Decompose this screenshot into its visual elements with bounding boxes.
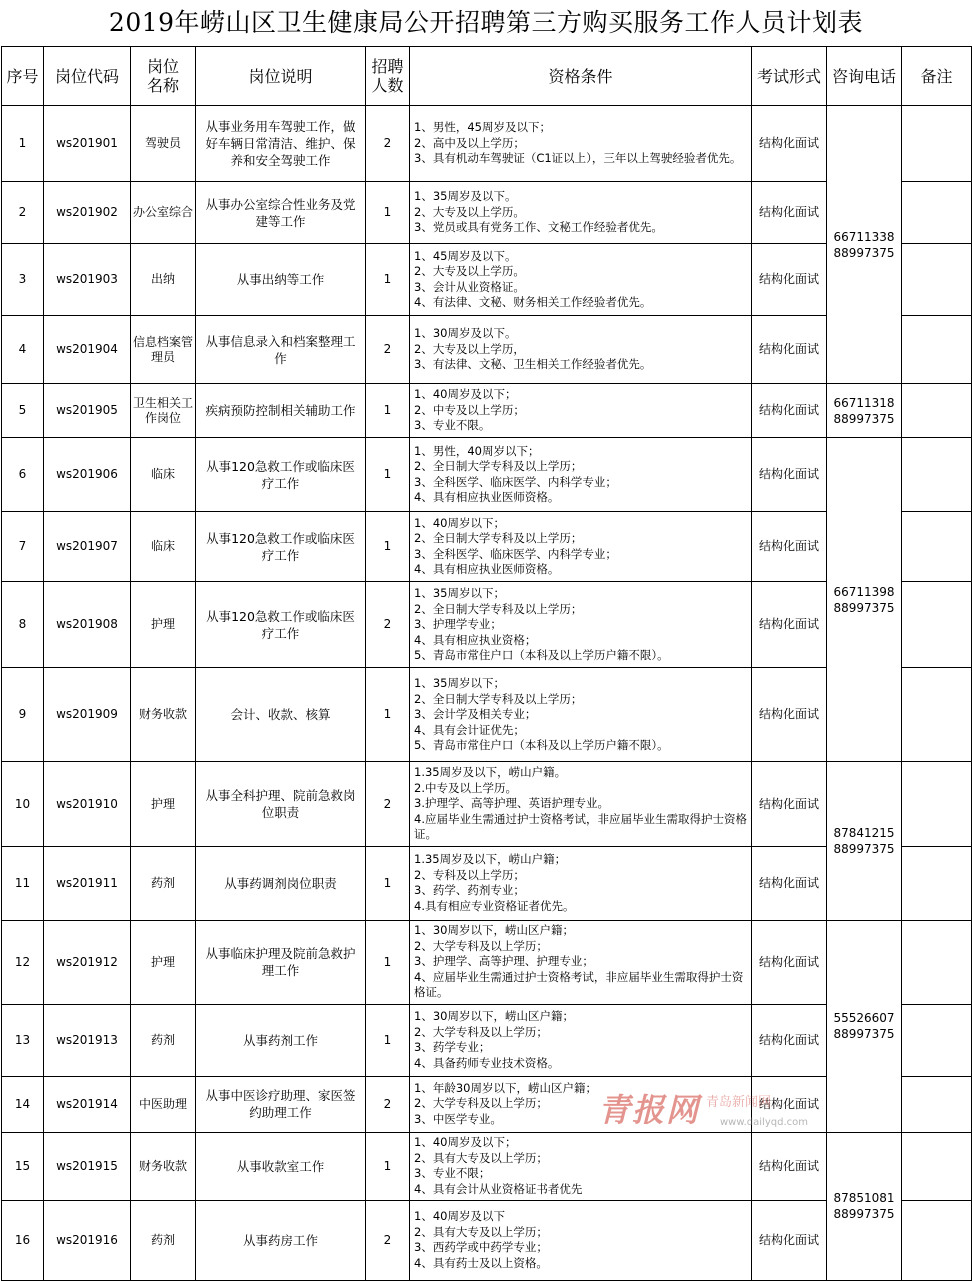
header-name-line2: 名称 [146, 76, 179, 95]
cell-note [902, 182, 972, 244]
cell-code: ws201905 [44, 384, 131, 438]
cell-name: 护理 [131, 582, 196, 668]
table-row [2, 106, 972, 182]
cell-code: ws201901 [44, 106, 131, 182]
table-row [2, 1076, 972, 1132]
qual-line: 1、30周岁以下，崂山区户籍； [414, 1009, 574, 1024]
qual-line: 4、具备药师专业技术资格。 [414, 1055, 560, 1070]
qual-line: 4、具有相应执业资格； [414, 632, 537, 647]
qual-line: 1、40周岁及以下 [414, 1209, 505, 1224]
cell-seq: 8 [2, 582, 44, 668]
cell-count: 1 [366, 1132, 410, 1200]
cell-note [902, 1076, 972, 1132]
cell-qual [410, 512, 752, 582]
cell-qual [410, 1004, 752, 1076]
cell-desc: 从事全科护理、院前急救岗位职责 [196, 762, 366, 846]
cell-count: 1 [366, 668, 410, 762]
cell-qual [410, 846, 752, 920]
table-row [2, 1200, 972, 1280]
cell-exam: 结构化面试 [752, 762, 827, 846]
header-name [131, 47, 196, 106]
cell-desc: 从事药房工作 [196, 1200, 366, 1280]
qual-line: 4、有法律、文秘、财务相关工作经验者优先。 [414, 295, 652, 310]
cell-qual [410, 438, 752, 512]
cell-exam: 结构化面试 [752, 846, 827, 920]
qual-line: 3、护理学、高等护理、护理专业； [414, 954, 594, 969]
qual-line: 2、全日制大学专科及以上学历； [414, 459, 583, 474]
cell-desc: 从事信息录入和档案整理工作 [196, 316, 366, 384]
header-phone: 咨询电话 [827, 47, 902, 106]
table-row [2, 182, 972, 244]
phone-number: 88997375 [833, 1207, 895, 1222]
cell-desc: 从事中医诊疗助理、家医签约助理工作 [196, 1076, 366, 1132]
recruitment-table [1, 46, 972, 1281]
phone-number: 88997375 [833, 1027, 895, 1042]
cell-count: 2 [366, 762, 410, 846]
cell-desc: 会计、收款、核算 [196, 668, 366, 762]
cell-name: 信息档案管理员 [131, 316, 196, 384]
cell-phone [827, 384, 902, 438]
header-row [2, 47, 972, 106]
watermark-main: 青报网 [598, 1091, 701, 1129]
cell-note [902, 1004, 972, 1076]
header-qual: 资格条件 [410, 47, 752, 106]
cell-name: 出纳 [131, 244, 196, 316]
qual-line: 1.35周岁及以下，崂山户籍。 [414, 765, 567, 780]
cell-exam: 结构化面试 [752, 316, 827, 384]
cell-name: 中医助理 [131, 1076, 196, 1132]
cell-qual [410, 1076, 752, 1132]
cell-count: 1 [366, 1004, 410, 1076]
qual-line: 4、具有相应执业医师资格。 [414, 490, 560, 505]
cell-phone [827, 920, 902, 1132]
table-row [2, 512, 972, 582]
cell-code: ws201910 [44, 762, 131, 846]
cell-count: 2 [366, 1076, 410, 1132]
cell-count: 1 [366, 438, 410, 512]
qual-line: 2、全日制大学专科及以上学历； [414, 531, 583, 546]
cell-exam: 结构化面试 [752, 438, 827, 512]
qual-line: 3、药学专业； [414, 1040, 491, 1055]
qual-line: 2、大学专科及以上学历； [414, 1096, 548, 1111]
cell-desc: 从事药调剂岗位职责 [196, 846, 366, 920]
cell-desc: 从事办公室综合性业务及党建等工作 [196, 182, 366, 244]
cell-qual [410, 244, 752, 316]
cell-count: 2 [366, 316, 410, 384]
qual-line: 3、具有机动车驾驶证（C1证以上），三年以上驾驶经验者优先。 [414, 151, 742, 166]
cell-qual [410, 920, 752, 1004]
qual-line: 2、全日制大学专科及以上学历； [414, 601, 583, 616]
qual-line: 2、具有大专及以上学历； [414, 1224, 548, 1239]
cell-name: 办公室综合 [131, 182, 196, 244]
qual-line: 1、40周岁及以下； [414, 387, 517, 402]
cell-note [902, 920, 972, 1004]
cell-qual [410, 384, 752, 438]
qual-line: 2、中专及以上学历； [414, 402, 525, 417]
header-seq: 序号 [2, 47, 44, 106]
phone-number: 88997375 [833, 600, 895, 615]
table-row [2, 244, 972, 316]
header-name-line1: 岗位 [146, 57, 179, 76]
cell-seq: 13 [2, 1004, 44, 1076]
header-note: 备注 [902, 47, 972, 106]
header-code: 岗位代码 [44, 47, 131, 106]
phone-number: 87841215 [833, 826, 895, 841]
cell-name: 护理 [131, 762, 196, 846]
cell-code: ws201915 [44, 1132, 131, 1200]
cell-note [902, 1200, 972, 1280]
qual-line: 2、专科及以上学历； [414, 867, 525, 882]
qual-line: 2、大专及以上学历， [414, 341, 525, 356]
cell-code: ws201906 [44, 438, 131, 512]
cell-qual [410, 762, 752, 846]
cell-qual [410, 668, 752, 762]
cell-desc: 从事收款室工作 [196, 1132, 366, 1200]
qual-line: 3、全科医学、临床医学、内科学专业； [414, 474, 617, 489]
qual-line: 1、年龄30周岁以下，崂山区户籍； [414, 1080, 597, 1095]
cell-desc: 从事120急救工作或临床医疗工作 [196, 582, 366, 668]
cell-code: ws201902 [44, 182, 131, 244]
cell-count: 1 [366, 512, 410, 582]
phone-number: 66711398 [833, 584, 895, 599]
qual-line: 1.35周岁及以下，崂山户籍； [414, 852, 567, 867]
cell-qual [410, 1200, 752, 1280]
qual-line: 3、会计从业资格证。 [414, 279, 525, 294]
cell-desc: 从事出纳等工作 [196, 244, 366, 316]
qual-line: 2.中专及以上学历。 [414, 780, 517, 795]
qual-line: 1、35周岁及以下。 [414, 189, 517, 204]
cell-exam: 结构化面试 [752, 920, 827, 1004]
cell-code: ws201916 [44, 1200, 131, 1280]
cell-note [902, 512, 972, 582]
cell-name: 驾驶员 [131, 106, 196, 182]
cell-exam: 结构化面试 [752, 1076, 827, 1132]
cell-seq: 16 [2, 1200, 44, 1280]
cell-count: 2 [366, 106, 410, 182]
cell-desc: 从事药剂工作 [196, 1004, 366, 1076]
cell-seq: 3 [2, 244, 44, 316]
cell-code: ws201907 [44, 512, 131, 582]
cell-count: 2 [366, 582, 410, 668]
cell-seq: 9 [2, 668, 44, 762]
cell-phone [827, 1132, 902, 1280]
qual-line: 1、30周岁及以下。 [414, 326, 517, 341]
qual-line: 4、具有相应执业医师资格。 [414, 562, 560, 577]
qual-line: 1、35周岁以下； [414, 586, 505, 601]
cell-seq: 1 [2, 106, 44, 182]
cell-seq: 11 [2, 846, 44, 920]
cell-count: 1 [366, 846, 410, 920]
qual-line: 2、大专及以上学历。 [414, 204, 525, 219]
qual-line: 1、45周岁及以下。 [414, 248, 517, 263]
cell-code: ws201904 [44, 316, 131, 384]
qual-line: 3、会计学及相关专业； [414, 707, 537, 722]
cell-qual [410, 182, 752, 244]
cell-desc: 从事业务用车驾驶工作，做好车辆日常清洁、维护、保养和安全驾驶工作 [196, 106, 366, 182]
table-row [2, 920, 972, 1004]
cell-note [902, 846, 972, 920]
qual-line: 4、应届毕业生需通过护士资格考试，非应届毕业生需取得护士资格证。 [414, 969, 744, 1000]
cell-code: ws201903 [44, 244, 131, 316]
page-title: 2019年崂山区卫生健康局公开招聘第三方购买服务工作人员计划表 [108, 8, 864, 37]
phone-number: 88997375 [833, 411, 895, 426]
qual-line: 4.具有相应专业资格证者优先。 [414, 898, 575, 913]
qual-line: 3、有法律、文秘、卫生相关工作经验者优先。 [414, 357, 652, 372]
cell-code: ws201908 [44, 582, 131, 668]
cell-exam: 结构化面试 [752, 668, 827, 762]
table-row [2, 582, 972, 668]
qual-line: 5、青岛市常住户口（本科及以上学历户籍不限）。 [414, 738, 669, 753]
cell-note [902, 384, 972, 438]
cell-note [902, 582, 972, 668]
qual-line: 3.护理学、高等护理、英语护理专业。 [414, 796, 609, 811]
qual-line: 1、30周岁以下，崂山区户籍； [414, 923, 574, 938]
qual-line: 2、大专及以上学历。 [414, 264, 525, 279]
cell-exam: 结构化面试 [752, 582, 827, 668]
qual-line: 3、党员或具有党务工作、文秘工作经验者优先。 [414, 220, 663, 235]
cell-exam: 结构化面试 [752, 182, 827, 244]
cell-seq: 4 [2, 316, 44, 384]
qual-line: 4、具有会计证优先； [414, 722, 525, 737]
cell-phone [827, 438, 902, 762]
cell-name: 药剂 [131, 1200, 196, 1280]
cell-seq: 10 [2, 762, 44, 846]
qual-line: 3、中医学专业。 [414, 1111, 502, 1126]
phone-number: 66711338 [833, 229, 895, 244]
table-row [2, 1004, 972, 1076]
qual-line: 3、护理学专业； [414, 617, 502, 632]
qual-line: 3、全科医学、临床医学、内科学专业； [414, 546, 617, 561]
qual-line: 2、全日制大学专科及以上学历； [414, 691, 583, 706]
phone-number: 55526607 [833, 1011, 895, 1026]
cell-note [902, 762, 972, 846]
watermark-sub: 青岛新闻网 [706, 1095, 772, 1110]
cell-count: 1 [366, 920, 410, 1004]
qual-line: 2、具有大专及以上学历； [414, 1150, 548, 1165]
cell-phone [827, 106, 902, 384]
cell-seq: 5 [2, 384, 44, 438]
cell-seq: 14 [2, 1076, 44, 1132]
table-row [2, 316, 972, 384]
cell-count: 1 [366, 182, 410, 244]
cell-seq: 2 [2, 182, 44, 244]
qual-line: 1、35周岁以下； [414, 676, 505, 691]
cell-qual [410, 106, 752, 182]
cell-name: 财务收款 [131, 1132, 196, 1200]
cell-name: 临床 [131, 438, 196, 512]
cell-seq: 15 [2, 1132, 44, 1200]
cell-count: 1 [366, 384, 410, 438]
qual-line: 2、高中及以上学历； [414, 135, 525, 150]
qual-line: 2、大学专科及以上学历； [414, 938, 548, 953]
cell-code: ws201913 [44, 1004, 131, 1076]
cell-exam: 结构化面试 [752, 244, 827, 316]
qual-line: 3、专业不限。 [414, 418, 491, 433]
cell-name: 药剂 [131, 846, 196, 920]
cell-phone [827, 762, 902, 920]
cell-note [902, 244, 972, 316]
qual-line: 3、药学、药剂专业； [414, 883, 525, 898]
cell-desc: 疾病预防控制相关辅助工作 [196, 384, 366, 438]
qual-line: 5、青岛市常住户口（本科及以上学历户籍不限）。 [414, 648, 669, 663]
qual-line: 1、男性，40周岁以下； [414, 443, 540, 458]
cell-note [902, 316, 972, 384]
cell-note [902, 438, 972, 512]
cell-code: ws201909 [44, 668, 131, 762]
header-desc: 岗位说明 [196, 47, 366, 106]
cell-count: 1 [366, 244, 410, 316]
cell-code: ws201911 [44, 846, 131, 920]
cell-count: 2 [366, 1200, 410, 1280]
cell-note [902, 668, 972, 762]
table-row [2, 846, 972, 920]
table-row [2, 668, 972, 762]
qual-line: 4.应届毕业生需通过护士资格考试，非应届毕业生需取得护士资格证。 [414, 811, 747, 842]
cell-qual [410, 582, 752, 668]
qual-line: 4、具有会计从业资格证书者优先 [414, 1181, 583, 1196]
phone-number: 88997375 [833, 245, 895, 260]
cell-exam: 结构化面试 [752, 1132, 827, 1200]
cell-desc: 从事临床护理及院前急救护理工作 [196, 920, 366, 1004]
qual-line: 3、专业不限； [414, 1166, 491, 1181]
cell-name: 护理 [131, 920, 196, 1004]
qual-line: 1、男性，45周岁及以下； [414, 120, 551, 135]
table-row [2, 384, 972, 438]
cell-exam: 结构化面试 [752, 512, 827, 582]
cell-seq: 7 [2, 512, 44, 582]
table-row [2, 1132, 972, 1200]
cell-name: 卫生相关工作岗位 [131, 384, 196, 438]
header-count-line2: 人数 [371, 76, 404, 95]
qual-line: 1、40周岁及以下； [414, 1135, 517, 1150]
cell-name: 药剂 [131, 1004, 196, 1076]
header-count [366, 47, 410, 106]
cell-desc: 从事120急救工作或临床医疗工作 [196, 512, 366, 582]
qual-line: 4、具有药士及以上资格。 [414, 1255, 548, 1270]
cell-seq: 6 [2, 438, 44, 512]
cell-note [902, 106, 972, 182]
cell-name: 临床 [131, 512, 196, 582]
cell-seq: 12 [2, 920, 44, 1004]
phone-number: 87851081 [833, 1191, 895, 1206]
qual-line: 1、40周岁以下； [414, 515, 505, 530]
cell-desc: 从事120急救工作或临床医疗工作 [196, 438, 366, 512]
cell-code: ws201912 [44, 920, 131, 1004]
cell-qual [410, 316, 752, 384]
phone-number: 66711318 [833, 395, 895, 410]
cell-code: ws201914 [44, 1076, 131, 1132]
table-row [2, 762, 972, 846]
cell-exam: 结构化面试 [752, 1004, 827, 1076]
qual-line: 2、大学专科及以上学历； [414, 1024, 548, 1039]
qual-line: 3、西药学或中药学专业； [414, 1240, 548, 1255]
cell-qual [410, 1132, 752, 1200]
header-exam: 考试形式 [752, 47, 827, 106]
cell-note [902, 1132, 972, 1200]
cell-name: 财务收款 [131, 668, 196, 762]
phone-number: 88997375 [833, 842, 895, 857]
table-row [2, 438, 972, 512]
watermark-url: www.dailyqd.com [720, 1117, 808, 1128]
cell-exam: 结构化面试 [752, 1200, 827, 1280]
header-count-line1: 招聘 [371, 57, 404, 76]
cell-exam: 结构化面试 [752, 384, 827, 438]
cell-exam: 结构化面试 [752, 106, 827, 182]
